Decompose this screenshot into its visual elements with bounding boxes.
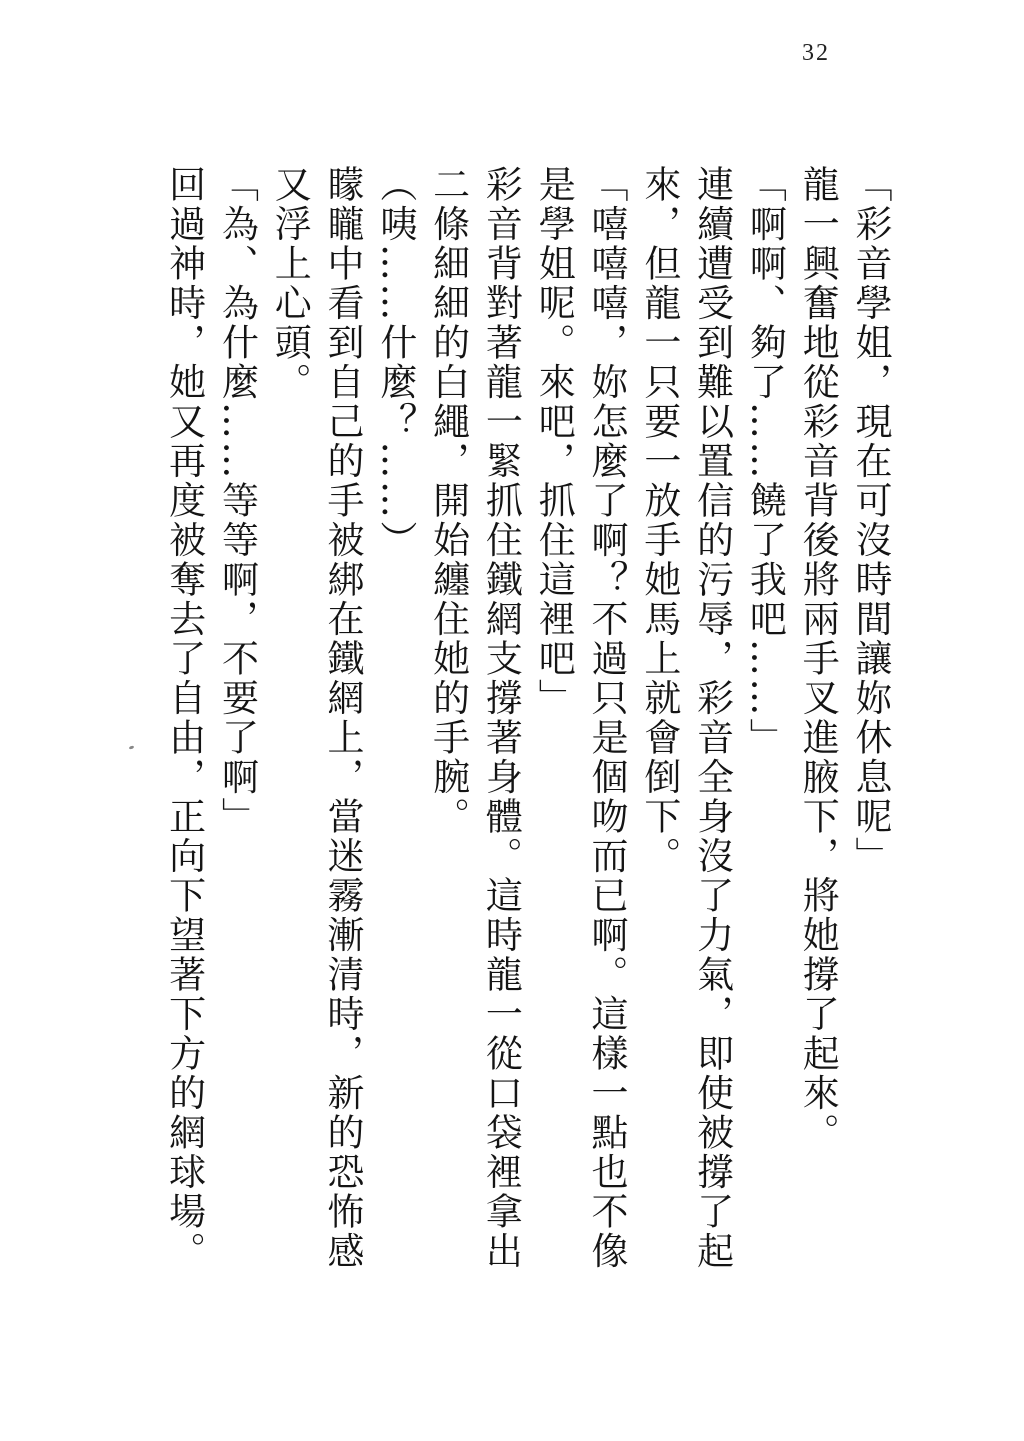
paragraph: （咦……什麼？……） (373, 165, 417, 560)
page-number: 32 (802, 40, 830, 66)
paragraph: 彩音背對著龍一緊抓住鐵網支撐著身體。這時龍一從口袋裡拿出二條細細的白繩，開始纏住她的手腕。 (426, 165, 523, 1271)
body-text (116, 165, 896, 1285)
paragraph: 「嘻嘻嘻，妳怎麼了啊？不過只是個吻而已啊。這樣一點也不像是學姐呢。來吧，抓住這裡吧」 (532, 165, 629, 1271)
paragraph: 「啊啊、夠了……饒了我吧……」 (743, 165, 787, 758)
paragraph: 「為、為什麼……等等啊，不要了啊」 (215, 165, 259, 837)
paragraph: 回過神時，她又再度被奪去了自由，正向下望著下方的網球場。 (162, 165, 206, 1271)
paragraph: 龍一興奮地從彩音背後將兩手叉進腋下，將她撐了起來。 (796, 165, 840, 1153)
paragraph: 連續遭受到難以置信的污辱，彩音全身沒了力氣，即使被撐了起來，但龍一只要一放手她馬上就會倒下。 (637, 165, 734, 1271)
paragraph: 「彩音學姐，現在可沒時間讓妳休息呢」 (849, 165, 892, 876)
paragraph: 矇矓中看到自己的手被綁在鐵網上，當迷霧漸清時，新的恐怖感又浮上心頭。 (268, 165, 365, 1271)
